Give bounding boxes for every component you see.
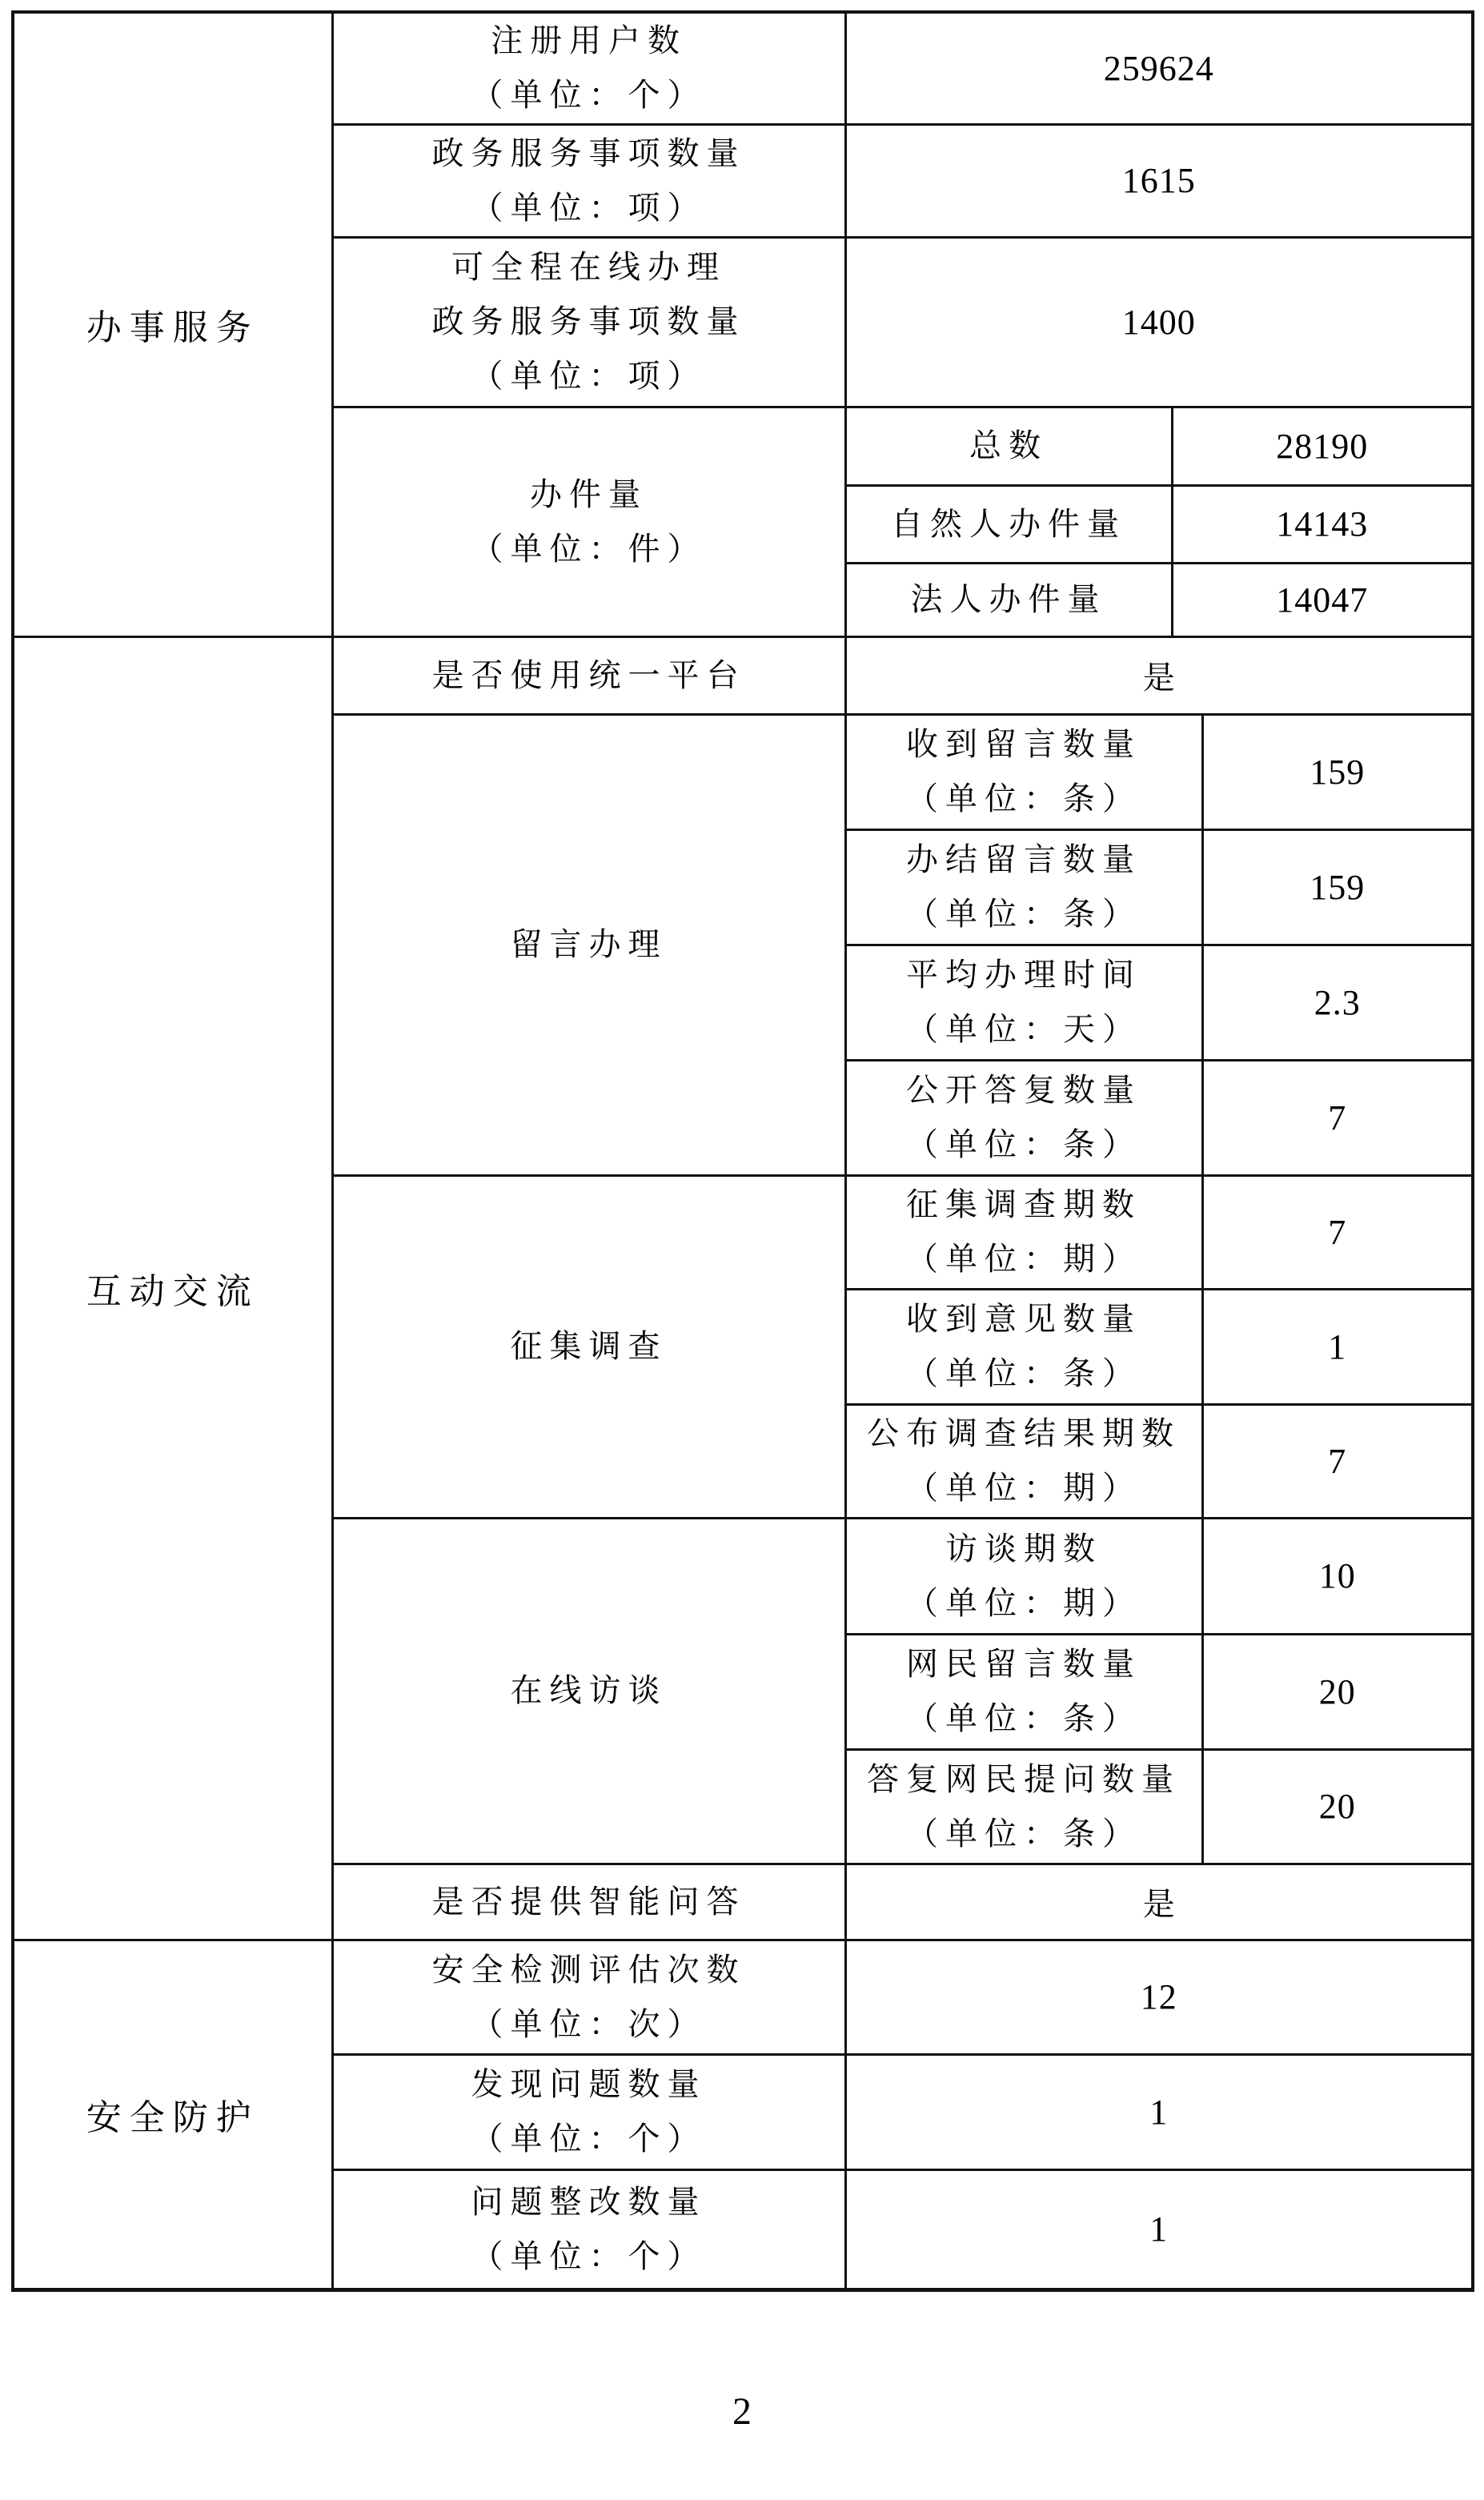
sub-label-cell: 法人办件量 bbox=[845, 563, 1172, 636]
sub-label: 平均办理时间 bbox=[906, 957, 1141, 993]
sub-unit: （单位：条） bbox=[906, 1700, 1141, 1736]
report-table bbox=[11, 10, 1474, 2292]
item-cell bbox=[332, 237, 845, 407]
sub-value-cell: 7 bbox=[1202, 1404, 1473, 1518]
group-unit: （单位：件） bbox=[471, 530, 707, 567]
sub-label-cell bbox=[845, 829, 1202, 945]
value-cell: 1 bbox=[845, 2169, 1473, 2289]
sub-label-cell bbox=[845, 1518, 1202, 1634]
sub-label: 答复网民提问数量 bbox=[867, 1760, 1181, 1797]
section-label-hudong-jiaoliu: 互动交流 bbox=[13, 636, 332, 1940]
sub-unit: （单位：天） bbox=[906, 1011, 1141, 1047]
sub-label: 访谈期数 bbox=[945, 1530, 1102, 1567]
item-label: 政务服务事项数量 bbox=[431, 303, 746, 339]
sub-label-cell bbox=[845, 1060, 1202, 1175]
item-unit: （单位：项） bbox=[471, 189, 707, 226]
item-cell bbox=[332, 1940, 845, 2054]
value-cell: 是 bbox=[845, 1864, 1473, 1940]
sub-value-cell: 10 bbox=[1202, 1518, 1473, 1634]
sub-label-cell: 自然人办件量 bbox=[845, 485, 1172, 563]
page-number: 2 bbox=[732, 2390, 752, 2433]
sub-unit: （单位：条） bbox=[906, 896, 1141, 932]
item-cell: 是否提供智能问答 bbox=[332, 1864, 845, 1940]
section-label-anquan-fanghu: 安全防护 bbox=[13, 1940, 332, 2289]
sub-label: 网民留言数量 bbox=[906, 1646, 1141, 1682]
item-cell bbox=[332, 124, 845, 237]
item-unit: （单位：项） bbox=[471, 358, 707, 394]
sub-label-cell bbox=[845, 1175, 1202, 1289]
value-cell: 是 bbox=[845, 636, 1473, 714]
item-unit: （单位：次） bbox=[471, 2005, 707, 2042]
sub-unit: （单位：条） bbox=[906, 1355, 1141, 1391]
sub-unit: （单位：条） bbox=[906, 1815, 1141, 1852]
sub-label-cell bbox=[845, 1634, 1202, 1749]
sub-label-cell bbox=[845, 1289, 1202, 1404]
sub-value-cell: 14047 bbox=[1172, 563, 1473, 636]
value-cell: 12 bbox=[845, 1940, 1473, 2054]
sub-label: 征集调查期数 bbox=[906, 1186, 1141, 1222]
group-cell-zhengji-diaocha: 征集调查 bbox=[332, 1175, 845, 1518]
item-label: 注册用户数 bbox=[491, 22, 687, 59]
sub-label: 收到意见数量 bbox=[906, 1301, 1141, 1337]
group-cell-zaixian-fangtan: 在线访谈 bbox=[332, 1518, 845, 1864]
sub-label-cell bbox=[845, 945, 1202, 1060]
sub-label: 公开答复数量 bbox=[906, 1072, 1141, 1108]
sub-value-cell: 159 bbox=[1202, 829, 1473, 945]
item-label: 发现问题数量 bbox=[471, 2066, 707, 2102]
item-unit: （单位：个） bbox=[471, 2237, 707, 2274]
sub-unit: （单位：期） bbox=[906, 1584, 1141, 1621]
sub-unit: （单位：条） bbox=[906, 1126, 1141, 1162]
item-unit: （单位：个） bbox=[471, 77, 707, 114]
value-cell: 1615 bbox=[845, 124, 1473, 237]
item-label: 安全检测评估次数 bbox=[431, 1951, 746, 1988]
item-cell bbox=[332, 2054, 845, 2169]
group-label: 办件量 bbox=[530, 476, 648, 512]
sub-label: 收到留言数量 bbox=[906, 726, 1141, 762]
item-cell bbox=[332, 2169, 845, 2289]
sub-value-cell: 28190 bbox=[1172, 407, 1473, 485]
sub-label-cell bbox=[845, 714, 1202, 829]
item-label: 政务服务事项数量 bbox=[431, 134, 746, 171]
value-cell: 259624 bbox=[845, 12, 1473, 124]
sub-value-cell: 2.3 bbox=[1202, 945, 1473, 1060]
item-label: 问题整改数量 bbox=[471, 2183, 707, 2220]
sub-label: 办结留言数量 bbox=[906, 841, 1141, 877]
sub-value-cell: 20 bbox=[1202, 1749, 1473, 1864]
sub-value-cell: 14143 bbox=[1172, 485, 1473, 563]
sub-value-cell: 20 bbox=[1202, 1634, 1473, 1749]
sub-unit: （单位：条） bbox=[906, 780, 1141, 817]
sub-value-cell: 1 bbox=[1202, 1289, 1473, 1404]
item-cell: 是否使用统一平台 bbox=[332, 636, 845, 714]
sub-value-cell: 159 bbox=[1202, 714, 1473, 829]
sub-label-cell bbox=[845, 1749, 1202, 1864]
sub-label-cell: 总数 bbox=[845, 407, 1172, 485]
sub-value-cell: 7 bbox=[1202, 1060, 1473, 1175]
sub-label: 公布调查结果期数 bbox=[867, 1415, 1181, 1451]
item-unit: （单位：个） bbox=[471, 2121, 707, 2157]
sub-label-cell bbox=[845, 1404, 1202, 1518]
group-cell-banjianliang bbox=[332, 407, 845, 636]
item-label: 可全程在线办理 bbox=[451, 249, 726, 285]
value-cell: 1400 bbox=[845, 237, 1473, 407]
sub-unit: （单位：期） bbox=[906, 1470, 1141, 1506]
sub-value-cell: 7 bbox=[1202, 1175, 1473, 1289]
group-cell-liuyan-banli: 留言办理 bbox=[332, 714, 845, 1175]
sub-unit: （单位：期） bbox=[906, 1241, 1141, 1277]
value-cell: 1 bbox=[845, 2054, 1473, 2169]
section-label-banshi-fuwu: 办事服务 bbox=[13, 12, 332, 636]
item-cell bbox=[332, 12, 845, 124]
